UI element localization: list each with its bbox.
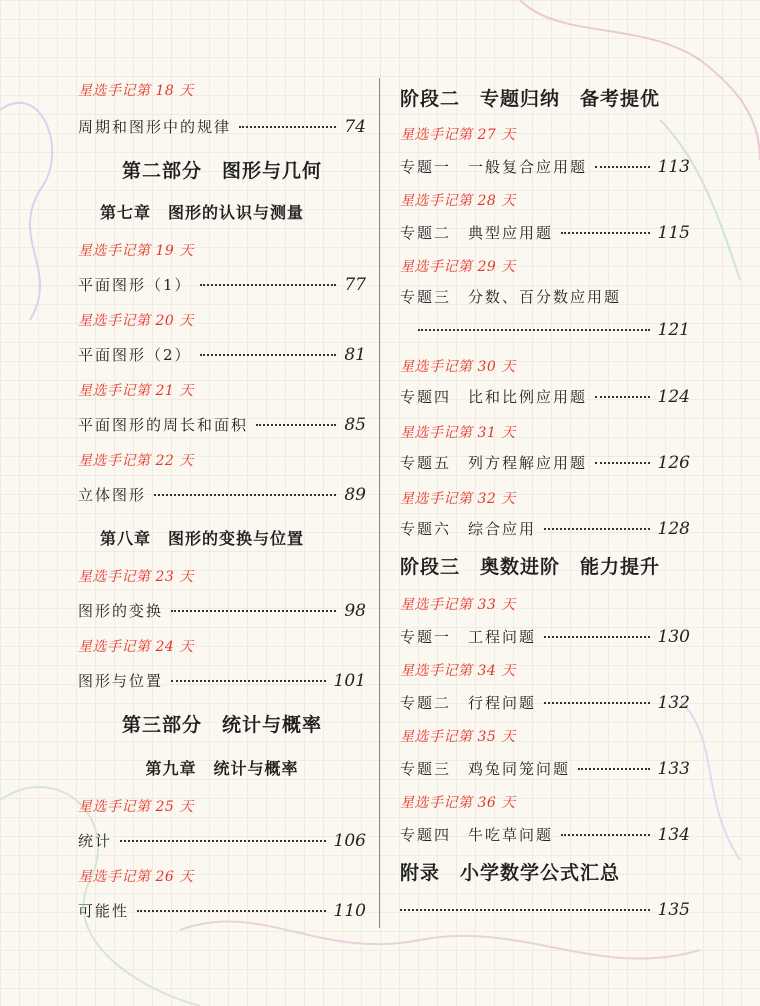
page-number: 121 [657,320,690,340]
page-number: 101 [333,671,366,691]
toc-entry[interactable] [400,824,690,845]
day-label: 星选手记第 19 天 [78,243,194,259]
chapter-title: 第九章 统计与概率 [145,759,299,778]
entry-title: 周期和图形中的规律 [78,118,232,136]
toc-entry[interactable] [78,900,366,921]
day-label: 星选手记第 22 天 [78,453,194,469]
dot-leader [120,840,326,842]
day-label: 星选手记第 34 天 [400,663,516,679]
dot-leader [544,636,650,638]
dot-leader [595,396,650,398]
dot-leader [544,528,650,530]
toc-entry-continuation[interactable] [400,320,690,340]
entry-title: 专题三 分数、百分数应用题 [400,288,622,306]
dot-leader [200,354,337,356]
day-label: 星选手记第 27 天 [400,127,516,143]
page-number: 128 [657,519,690,539]
day-label: 星选手记第 25 天 [78,799,194,815]
entry-title: 图形与位置 [78,672,164,690]
entry-title: 平面图形的周长和面积 [78,416,249,434]
toc-entry[interactable] [78,670,366,691]
chapter-title: 第八章 图形的变换与位置 [100,529,305,548]
toc-entry-appendix[interactable] [400,900,690,920]
day-label: 星选手记第 35 天 [400,729,516,745]
part-title: 第二部分 图形与几何 [121,160,322,182]
page-number: 130 [657,627,690,647]
day-label: 星选手记第 36 天 [400,795,516,811]
dot-leader [595,462,650,464]
page-number: 110 [333,901,366,921]
entry-title: 平面图形（1） [78,276,192,294]
toc-entry[interactable] [78,484,366,505]
entry-title: 专题三 鸡兔同笼问题 [400,760,571,778]
entry-title: 专题五 列方程解应用题 [400,454,588,472]
dot-leader [137,910,326,912]
entry-title: 专题一 工程问题 [400,628,537,646]
dot-leader [595,166,650,168]
day-label: 星选手记第 20 天 [78,313,194,329]
day-label: 星选手记第 24 天 [78,639,194,655]
column-divider [379,78,380,928]
toc-entry[interactable] [78,116,366,137]
dot-leader [200,284,337,286]
toc-entry[interactable] [78,344,366,365]
dot-leader [544,702,650,704]
toc-entry[interactable] [400,156,690,177]
toc-entry[interactable] [78,830,366,851]
dot-leader [578,768,650,770]
page-number: 126 [657,453,690,473]
dot-leader [171,610,336,612]
page-number: 85 [344,415,366,435]
page-number: 113 [657,157,690,177]
entry-title: 专题二 行程问题 [400,694,537,712]
entry-title: 专题四 比和比例应用题 [400,388,588,406]
day-label: 星选手记第 18 天 [78,83,194,99]
dot-leader [171,680,326,682]
day-label: 星选手记第 26 天 [78,869,194,885]
toc-entry[interactable] [78,414,366,435]
day-label: 星选手记第 21 天 [78,383,194,399]
dot-leader [561,834,650,836]
day-label: 星选手记第 31 天 [400,425,516,441]
page-number: 135 [657,900,690,920]
page-number: 124 [657,387,690,407]
stage-title: 阶段二 专题归纳 备考提优 [400,88,661,110]
page-number: 89 [344,485,366,505]
page-number: 115 [657,223,690,243]
dot-leader [256,424,336,426]
toc-entry[interactable] [400,452,690,473]
page-number: 134 [657,825,690,845]
toc-entry[interactable] [400,758,690,779]
chapter-title: 第七章 图形的认识与测量 [100,203,305,222]
appendix-title: 附录 小学数学公式汇总 [400,862,621,884]
toc-entry-title-line[interactable] [400,286,690,307]
page-number: 98 [344,601,366,621]
entry-title: 专题六 综合应用 [400,520,537,538]
entry-title: 立体图形 [78,486,147,504]
page-number: 74 [344,117,366,137]
part-title: 第三部分 统计与概率 [121,714,322,736]
day-label: 星选手记第 30 天 [400,359,516,375]
entry-title: 统计 [78,832,113,850]
page-number: 81 [344,345,366,365]
toc-entry[interactable] [78,274,366,295]
toc-entry[interactable] [400,518,690,539]
toc-entry[interactable] [400,692,690,713]
toc-entry[interactable] [400,626,690,647]
entry-title: 图形的变换 [78,602,164,620]
dot-leader [400,909,650,911]
dot-leader [418,329,650,331]
day-label: 星选手记第 28 天 [400,193,516,209]
dot-leader [239,126,336,128]
entry-title: 可能性 [78,902,130,920]
dot-leader [561,232,650,234]
page-number: 133 [657,759,690,779]
page-number: 77 [344,275,366,295]
entry-title: 专题一 一般复合应用题 [400,158,588,176]
toc-entry[interactable] [400,386,690,407]
entry-title: 平面图形（2） [78,346,192,364]
page-number: 106 [333,831,366,851]
stage-title: 阶段三 奥数进阶 能力提升 [400,556,661,578]
dot-leader [154,494,336,496]
toc-entry[interactable] [78,600,366,621]
day-label: 星选手记第 29 天 [400,259,516,275]
day-label: 星选手记第 23 天 [78,569,194,585]
day-label: 星选手记第 32 天 [400,491,516,507]
page-number: 132 [657,693,690,713]
entry-title: 专题四 牛吃草问题 [400,826,554,844]
toc-entry[interactable] [400,222,690,243]
day-label: 星选手记第 33 天 [400,597,516,613]
entry-title: 专题二 典型应用题 [400,224,554,242]
